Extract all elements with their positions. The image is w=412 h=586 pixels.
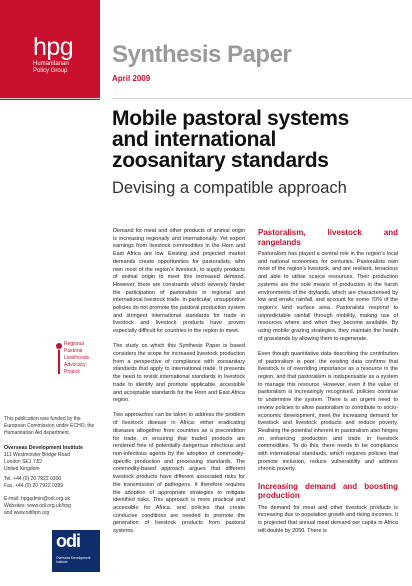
paper-title: Mobile pastoral systems and international zoosanitary standards <box>112 107 350 172</box>
paragraph: The study on which this Synthesis Paper is based considers the scope for increased livestock production from a perspective of compliance with zoosanitary standards that apply to international trade. It presents the need to revisit international standards in livestock trade to identify and promote applicable, accessible and acceptable standards for the Horn and East Africa region. <box>113 343 245 404</box>
paragraph: Demand for meat and other products of animal origin is increasing regionally and internationally. Yet export earnings from livestock commodities in the Horn and East Africa are low. Existing and projected market demands create opportunities for pastoralists, who own most of the region’s livestock, to supply products of animal origin to meet this increased demand. However, there are constraints which severely hinder the participation of pastoralists in regional and international livestock trade. In particular, unsupportive policies do not promote the pastoral production system and stringent international standards for trade in livestock and livestock products have proven especially difficult for countries in the region to meet. <box>113 228 245 335</box>
paragraph: Two approaches can be taken to address the problem of livestock disease in Africa: either eradicating diseases altogether from countries as a precondition for trade, or ensuring that traded products are rendered free of potentially dangerous infectious and non-infectious agents by the adoption of commodity-specific production and processing standards. The commodity-based approach argues that different livestock products have different associated risks for the transmission of pathogens. It therefore requires the adoption of appropriate strategies to mitigate identified risks. This approach is more practical and accessible for Africa, and policies that create conducive conditions are needed to promote the generation of livestock products from pastoral systems. <box>113 412 245 535</box>
body-column-right <box>258 228 398 543</box>
pastoral-project-name: Regional Pastoral Livelihoods Advocacy Project <box>64 341 90 375</box>
paragraph: Even though quantitative data describing the contribution of pastoralism is poor, the existing data confirms that livestock is of overriding importance as a resource in the region, and that pastoralism is indispensable as a system to manage this resource. However, even if the value of pastoralism is increasingly recognised, policies continue to undermine the system. There is an urgent need to review policies to allow pastoralism to contribute to socio-economic development, meet the increasing demand for livestock and livestock products and reduce poverty. Realising the potential inherent in pastoralism also hinges on enhancing production and trade in livestock commodities. To do this, there needs to be compliance with international standards, which requires policies that promote inclusion, reduce vulnerability and address chronic poverty. <box>258 350 398 473</box>
pastoral-project-icon <box>54 341 64 377</box>
funding-note: This publication was funded by the European Commission under ECHO, the Humanitarian Aid department. <box>4 416 95 436</box>
paragraph: The demand for meat and other livestock products is increasing due to population growth and rising incomes. It is projected that annual meat demand per capita in Africa will double by 2050. There is <box>258 504 398 534</box>
odi-logo-caption: Overseas Development Institute <box>56 556 91 565</box>
section-heading: Pastoralism, livestock and rangelands <box>258 228 398 247</box>
header-rule-left <box>0 98 100 99</box>
pastoral-project-logo <box>54 341 100 377</box>
hpg-org-name: Humanitarian Policy Group <box>33 61 69 74</box>
paper-subtitle: Devising a compatible approach <box>112 179 347 197</box>
odi-logo-box <box>52 530 100 572</box>
body-column-left <box>113 228 245 543</box>
publication-date: April 2009 <box>112 74 151 83</box>
odi-contact-web: E-mail: hpgadmin@odi.org.uk Websites: www.odi.org.uk/hpg and www.odihpn.org <box>4 496 71 516</box>
odi-logo-text: odi <box>56 531 80 551</box>
paragraph: Pastoralism has played a central role in the region’s local and national economies for centuries. Pastoralists own most of the region’s livestock, and are resilient, tenacious and able to utilise scarce resources. Their production systems are the sole means of production in the harsh environments of the drylands, which are characterised by low and erratic rainfall, and account for some 70% of the region’s land surface area. Pastoralists respond to unpredictable rainfall through mobility, making use of resources where and when they become available. By using mobile grazing strategies, they maintain the health of grasslands by allowing them to regenerate. <box>258 251 398 342</box>
odi-address: 111 Westminster Bridge Road London SE1 7JD United Kingdom <box>4 452 70 472</box>
section-heading: Increasing demand and boosting production <box>258 481 398 501</box>
odi-phone: Tel. +44 (0) 20 7922 0300 Fax. +44 (0) 20 7922 0399 <box>4 476 64 489</box>
header-rule <box>112 98 412 99</box>
odi-name: Overseas Development Institute <box>4 445 83 451</box>
series-label: Synthesis Paper <box>112 41 292 68</box>
hpg-logo-text: hpg <box>33 33 74 61</box>
